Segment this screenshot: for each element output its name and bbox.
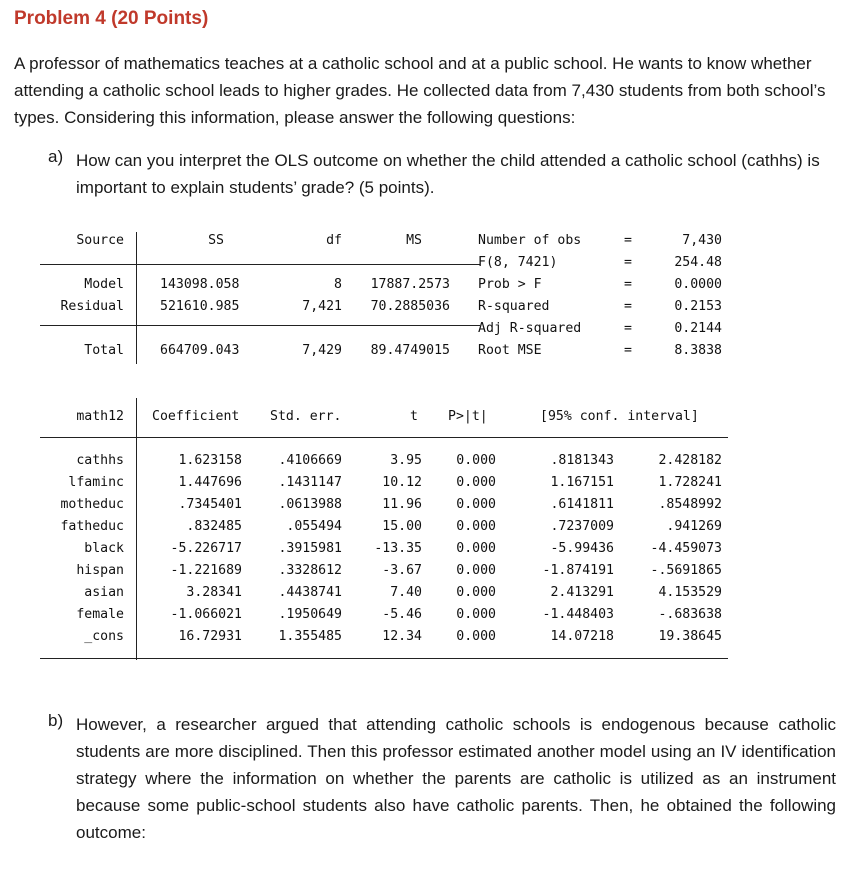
anova-row-ss: 143098.058	[160, 277, 240, 292]
anova-row-df: 7,421	[302, 299, 342, 314]
coef-ci-high: 1.728241	[658, 475, 722, 490]
stat-label: Prob > F	[478, 277, 542, 292]
coef-header-p: P>|t|	[448, 409, 488, 424]
coef-stderr: .3915981	[278, 541, 342, 556]
stat-equals: =	[624, 255, 632, 270]
coef-ci-high: .8548992	[658, 497, 722, 512]
question-a-letter: a)	[48, 147, 64, 166]
coef-header-ci: [95% conf. interval]	[540, 409, 699, 424]
coef-stderr: .1431147	[278, 475, 342, 490]
coef-p: 0.000	[456, 519, 496, 534]
coef-var-name: cathhs	[76, 453, 124, 468]
stat-value: 7,430	[682, 233, 722, 248]
anova-row-df: 7,429	[302, 343, 342, 358]
coef-t: 15.00	[382, 519, 422, 534]
coef-t: 7.40	[390, 585, 422, 600]
coef-p: 0.000	[456, 541, 496, 556]
stat-equals: =	[624, 233, 632, 248]
coef-ci-low: 14.07218	[550, 629, 614, 644]
coef-ci-high: 2.428182	[658, 453, 722, 468]
anova-total-rule	[40, 325, 480, 326]
coef-ci-low: -1.874191	[542, 563, 614, 578]
coef-t: -5.46	[382, 607, 422, 622]
coef-var-name: motheduc	[60, 497, 124, 512]
stat-value: 254.48	[674, 255, 722, 270]
anova-header-ms: MS	[406, 233, 422, 248]
coef-t: 3.95	[390, 453, 422, 468]
coef-ci-low: -1.448403	[542, 607, 614, 622]
anova-row-label: Model	[84, 277, 124, 292]
coef-stderr: .0613988	[278, 497, 342, 512]
stat-value: 0.0000	[674, 277, 722, 292]
anova-row-df: 8	[334, 277, 342, 292]
anova-row-ms: 17887.2573	[370, 277, 450, 292]
stat-equals: =	[624, 321, 632, 336]
coef-stderr: .1950649	[278, 607, 342, 622]
coef-p: 0.000	[456, 453, 496, 468]
coef-var-name: lfaminc	[68, 475, 124, 490]
coef-ci-high: -.683638	[658, 607, 722, 622]
question-a-text: How can you interpret the OLS outcome on whether the child attended a catholic school (cathhs) is important to explain students’ grade? (5 points).	[76, 151, 820, 197]
coef-bottom-rule	[40, 658, 728, 659]
coef-p: 0.000	[456, 629, 496, 644]
anova-header-df: df	[326, 233, 342, 248]
coef-header-t: t	[410, 409, 418, 424]
stat-value: 8.3838	[674, 343, 722, 358]
coef-p: 0.000	[456, 497, 496, 512]
anova-row-ss: 521610.985	[160, 299, 240, 314]
coef-ci-high: -4.459073	[650, 541, 722, 556]
coef-ci-high: 19.38645	[658, 629, 722, 644]
coef-value: .832485	[186, 519, 242, 534]
coef-value: 1.623158	[178, 453, 242, 468]
coef-ci-low: -5.99436	[550, 541, 614, 556]
coef-stderr: .4106669	[278, 453, 342, 468]
coef-header-stderr: Std. err.	[270, 409, 342, 424]
coef-ci-low: 2.413291	[550, 585, 614, 600]
question-b-text: However, a researcher argued that attending catholic schools is endogenous because catholic students are more disciplined. Then this professor estimated another model using an IV identification strategy where the information on whether the parents are catholic is utilized as an instrument because some public-school students also have catholic parents. Then, he obtained the following outcome:	[76, 715, 836, 842]
anova-column-rule	[136, 232, 137, 364]
coef-value: -1.066021	[170, 607, 242, 622]
coef-ci-low: 1.167151	[550, 475, 614, 490]
stat-value: 0.2144	[674, 321, 722, 336]
anova-row-label: Residual	[60, 299, 124, 314]
coef-p: 0.000	[456, 563, 496, 578]
coef-var-name: female	[76, 607, 124, 622]
stat-label: Root MSE	[478, 343, 542, 358]
coef-value: -5.226717	[170, 541, 242, 556]
coef-ci-high: .941269	[666, 519, 722, 534]
stat-equals: =	[624, 277, 632, 292]
coef-stderr: 1.355485	[278, 629, 342, 644]
coef-var-name: black	[84, 541, 124, 556]
stat-label: F(8, 7421)	[478, 255, 558, 270]
coef-p: 0.000	[456, 475, 496, 490]
coef-ci-low: .7237009	[550, 519, 614, 534]
coef-header-coefficient: Coefficient	[152, 409, 240, 424]
stat-equals: =	[624, 299, 632, 314]
coef-stderr: .4438741	[278, 585, 342, 600]
coef-t: 10.12	[382, 475, 422, 490]
coef-stderr: .3328612	[278, 563, 342, 578]
stat-label: R-squared	[478, 299, 550, 314]
coef-var-name: asian	[84, 585, 124, 600]
coef-var-name: fatheduc	[60, 519, 124, 534]
coef-p: 0.000	[456, 585, 496, 600]
coef-t: -13.35	[374, 541, 422, 556]
anova-row-label: Total	[84, 343, 124, 358]
stat-equals: =	[624, 343, 632, 358]
coef-stderr: .055494	[286, 519, 342, 534]
coef-t: 12.34	[382, 629, 422, 644]
coef-value: 16.72931	[178, 629, 242, 644]
coef-value: .7345401	[178, 497, 242, 512]
coef-header-rule	[40, 437, 728, 438]
coef-value: -1.221689	[170, 563, 242, 578]
anova-row-ms: 89.4749015	[370, 343, 450, 358]
anova-row-ms: 70.2885036	[370, 299, 450, 314]
coef-ci-low: .8181343	[550, 453, 614, 468]
coef-ci-high: -.5691865	[650, 563, 722, 578]
anova-header-source: Source	[76, 233, 124, 248]
coef-header-depvar: math12	[76, 409, 124, 424]
problem-title: Problem 4 (20 Points)	[14, 8, 209, 29]
coef-value: 1.447696	[178, 475, 242, 490]
coef-var-name: _cons	[84, 629, 124, 644]
question-b-letter: b)	[48, 711, 64, 730]
coef-ci-low: .6141811	[550, 497, 614, 512]
coef-p: 0.000	[456, 607, 496, 622]
stat-value: 0.2153	[674, 299, 722, 314]
problem-intro: A professor of mathematics teaches at a catholic school and at a public school. He wants to know whether attending a catholic school leads to higher grades. He collected data from 7,430 students from both school’s types. Considering this information, please answer the following questions:	[14, 54, 826, 127]
anova-row-ss: 664709.043	[160, 343, 240, 358]
coef-t: -3.67	[382, 563, 422, 578]
stat-label: Adj R-squared	[478, 321, 582, 336]
stat-label: Number of obs	[478, 233, 582, 248]
anova-header-ss: SS	[208, 233, 224, 248]
anova-header-rule	[40, 264, 480, 265]
coef-value: 3.28341	[186, 585, 242, 600]
coef-var-name: hispan	[76, 563, 124, 578]
coef-t: 11.96	[382, 497, 422, 512]
coef-ci-high: 4.153529	[658, 585, 722, 600]
